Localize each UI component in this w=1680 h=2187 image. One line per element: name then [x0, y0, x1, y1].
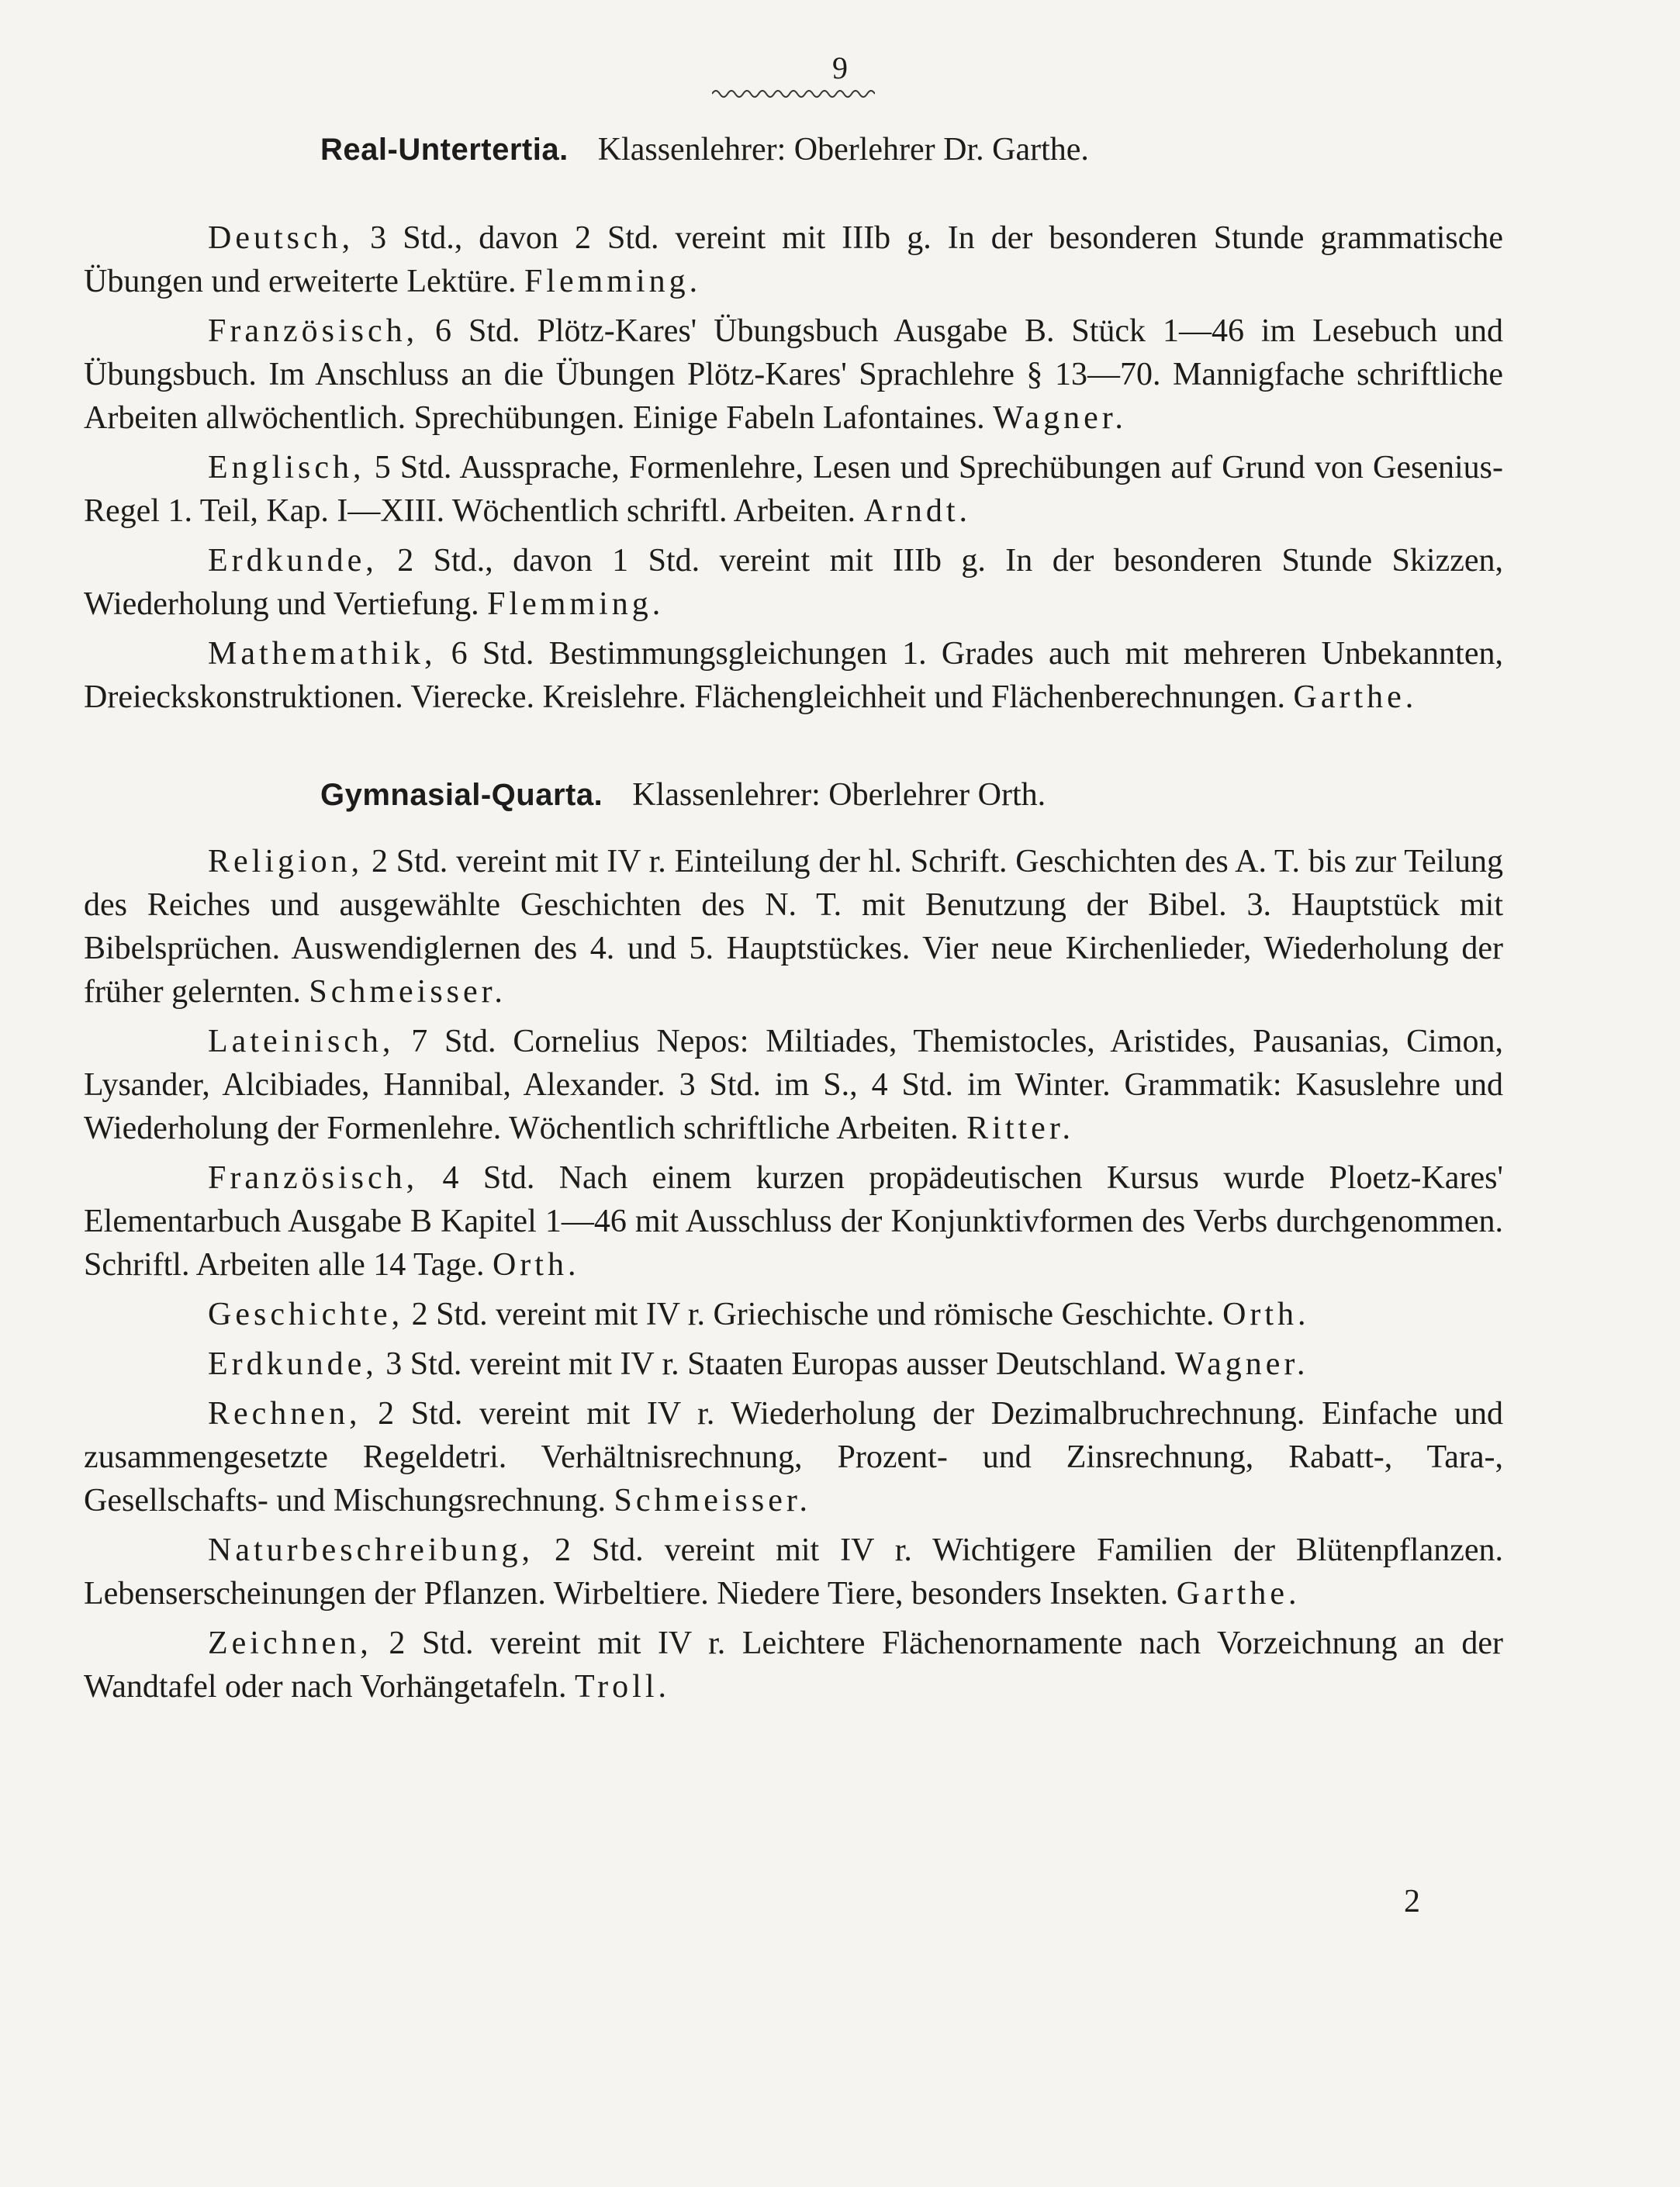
subject-paragraph	[84, 1392, 1503, 1522]
subject-description: 7 Std. Cornelius Nepos: Miltiades, Themistocles, Aristides, Pausanias, Cimon, Lysander, Alcibiades, Hannibal, Alexander. 3 Std. im S., 4 Std. im Winter. Grammatik: Kasuslehre und Wiederholung der Formenlehre. Wöchentlich schriftliche Arbeiten.	[84, 1024, 1503, 1146]
subject-paragraph	[84, 840, 1503, 1014]
class-title: Gymnasial-Quarta.	[320, 778, 603, 812]
subject-name: Englisch,	[208, 450, 365, 485]
subject-paragraph	[84, 216, 1503, 303]
section-heading	[84, 773, 1503, 817]
subject-paragraph	[84, 1529, 1503, 1615]
subject-description: 6 Std. Plötz-Kares' Übungsbuch Ausgabe B. Stück 1—46 im Lesebuch und Übungsbuch. Im Anschluss an die Übungen Plötz-Kares' Sprachlehre § 13—70. Mannigfache schriftliche Arbeiten allwöchentlich. Sprechübungen. Einige Fabeln Lafontaines.	[84, 313, 1503, 436]
subject-name: Lateinisch,	[208, 1024, 395, 1059]
body-text	[84, 128, 1503, 1715]
subject-paragraph	[84, 309, 1503, 440]
teacher-name: Wagner.	[1174, 1346, 1309, 1382]
teacher-name: Wagner.	[993, 400, 1127, 436]
subject-description: 2 Std. vereint mit IV r. Leichtere Flächenornamente nach Vorzeichnung an der Wandtafel oder nach Vorhängetafeln.	[84, 1626, 1503, 1705]
subject-name: Rechnen,	[208, 1396, 361, 1432]
subject-name: Geschichte,	[208, 1297, 404, 1332]
teacher-name: Garthe.	[1176, 1576, 1301, 1612]
teacher-name: Ritter.	[966, 1111, 1074, 1146]
teacher-name: Arndt.	[863, 493, 972, 529]
subject-paragraph	[84, 1342, 1503, 1386]
teacher-name: Flemming.	[487, 586, 665, 622]
subject-paragraph	[84, 1622, 1503, 1708]
wavy-ornament-icon	[712, 87, 875, 101]
subject-paragraph	[84, 632, 1503, 719]
subject-name: Deutsch,	[208, 220, 354, 256]
subject-description: 2 Std. vereint mit IV r. Wiederholung der Dezimalbruchrechnung. Einfache und zusammengesetzte Regeldetri. Verhältnisrechnung, Prozent- und Zinsrechnung, Rabatt-, Tara-, Gesellschafts- und Mischungsrechnung.	[84, 1396, 1503, 1518]
teacher-name: Troll.	[574, 1669, 670, 1705]
subject-paragraph	[84, 1156, 1503, 1287]
subject-description: 2 Std., davon 1 Std. vereint mit IIIb g. In der besonderen Stunde Skizzen, Wiederholung und Vertiefung.	[84, 543, 1503, 622]
subject-description: 2 Std. vereint mit IV r. Wichtigere Familien der Blütenpflanzen. Lebenserscheinungen der Pflanzen. Wirbeltiere. Niedere Tiere, besonders Insekten.	[84, 1532, 1503, 1612]
teacher-name: Garthe.	[1293, 679, 1418, 715]
section-real-untertertia	[84, 216, 1503, 719]
section-heading	[84, 128, 1503, 171]
subject-description: 2 Std. vereint mit IV r. Einteilung der hl. Schrift. Geschichten des A. T. bis zur Teilung des Reiches und ausgewählte Geschichten des N. T. mit Benutzung der Bibel. 3. Hauptstück mit Bibelsprüchen. Auswendiglernen des 4. und 5. Hauptstückes. Vier neue Kirchenlieder, Wiederholung der früher gelernten.	[84, 844, 1503, 1010]
teacher-name: Flemming.	[524, 264, 702, 299]
section-gymnasial-quarta	[84, 840, 1503, 1708]
page-number: 9	[832, 50, 848, 85]
signature-mark: 2	[1404, 1884, 1420, 1919]
subject-description: 3 Std., davon 2 Std. vereint mit IIIb g. In der besonderen Stunde grammatische Übungen und erweiterte Lektüre.	[84, 220, 1503, 299]
subject-name: Französisch,	[208, 1160, 419, 1196]
class-teacher-line: Klassenlehrer: Oberlehrer Dr. Garthe.	[597, 132, 1089, 168]
subject-name: Französisch,	[208, 313, 419, 349]
subject-description: 3 Std. vereint mit IV r. Staaten Europas ausser Deutschland.	[377, 1346, 1175, 1382]
subject-description: 4 Std. Nach einem kurzen propädeutischen Kursus wurde Ploetz-Kares' Elementarbuch Ausgabe B Kapitel 1—46 mit Ausschluss der Konjunktivformen des Verbs durchgenommen. Schriftl. Arbeiten alle 14 Tage.	[84, 1160, 1503, 1283]
subject-name: Zeichnen,	[208, 1626, 372, 1661]
teacher-name: Orth.	[492, 1247, 580, 1283]
subject-description: 6 Std. Bestimmungsgleichungen 1. Grades auch mit mehreren Unbekannten, Dreieckskonstruktionen. Vierecke. Kreislehre. Flächengleichheit und Flächenberechnungen.	[84, 636, 1503, 715]
subject-description: 2 Std. vereint mit IV r. Griechische und römische Geschichte.	[403, 1297, 1223, 1332]
subject-name: Naturbeschreibung,	[208, 1532, 534, 1568]
subject-name: Erdkunde,	[208, 1346, 378, 1382]
subject-paragraph	[84, 539, 1503, 626]
teacher-name: Schmeisser.	[309, 974, 506, 1010]
subject-description: 5 Std. Aussprache, Formenlehre, Lesen und Sprechübungen auf Grund von Gesenius-Regel 1. Teil, Kap. I—XIII. Wöchentlich schriftl. Arbeiten.	[84, 450, 1503, 529]
subject-name: Mathemathik,	[208, 636, 437, 672]
teacher-name: Orth.	[1222, 1297, 1310, 1332]
subject-paragraph	[84, 1020, 1503, 1150]
teacher-name: Schmeisser.	[614, 1483, 812, 1518]
subject-paragraph	[84, 1293, 1503, 1336]
subject-name: Erdkunde,	[208, 543, 378, 579]
subject-paragraph	[84, 446, 1503, 533]
subject-name: Religion,	[208, 844, 364, 879]
class-teacher-line: Klassenlehrer: Oberlehrer Orth.	[632, 777, 1046, 813]
class-title: Real-Untertertia.	[320, 133, 569, 167]
